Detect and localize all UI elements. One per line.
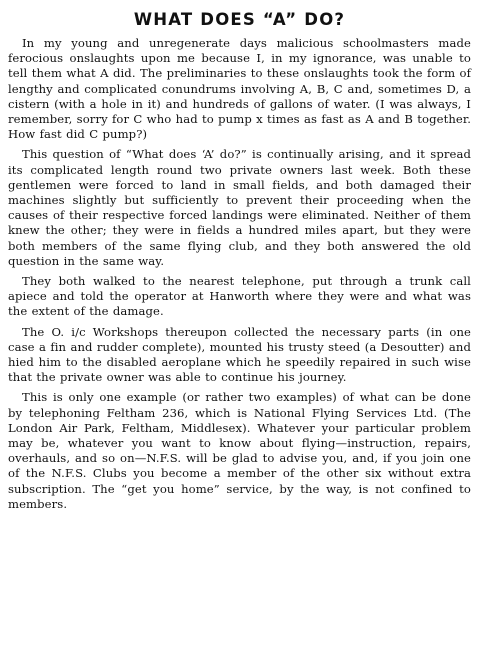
article-title: WHAT DOES “A” DO?: [133, 10, 346, 29]
article-paragraph-3: They both walked to the nearest telephone, put through a trunk call apiece and told the operator at Hanworth where they were and what was the extent of the damage.: [8, 274, 471, 319]
article-paragraph-2: This question of “What does ‘A’ do?” is continually arising, and it spread its complicated length round two private owners last week. Both these gentlemen were forced to land in small fields, and both damaged their machines slightly but sufficiently to prevent their proceeding when the causes of their respective forced landings were eliminated. Neither of them knew the other; they were in fields a hundred miles apart, but they were both members of the same flying club, and they both answered the old question in the same way.: [8, 147, 471, 268]
article-paragraph-1: In my young and unregenerate days malicious schoolmasters made ferocious onslaughts upon me because I, in my ignorance, was unable to tell them what A did. The preliminaries to these onslaughts took the form of lengthy and complicated conundrums involving A, B, C and, sometimes D, a cistern (with a hole in it) and hundreds of gallons of water. (I was always, I remember, sorry for C who had to pump x times as fast as A and B together. How fast did C pump?): [8, 36, 472, 142]
article-paragraph-4: The O. i/c Workshops thereupon collected the necessary parts (in one case a fin and rudder complete), mounted his trusty steed (a Desoutter) and hied him to the disabled aeroplane which he speedily repaired in such wise that the private owner was able to continue his journey.: [8, 324, 471, 385]
article-paragraph-5: This is only one example (or rather two examples) of what can be done by telephoning Feltham 236, which is National Flying Services Ltd. (The London Air Park, Feltham, Middlesex). Whatever your particular problem may be, whatever you want to know about flying—instruction, repairs, overhauls, and so on—N.F.S. will be glad to advise you, and, if you join one of the N.F.S. Clubs you become a member of the other six without extra subscription. The “get you home” service, by the way, is not confined to members.: [8, 390, 471, 511]
